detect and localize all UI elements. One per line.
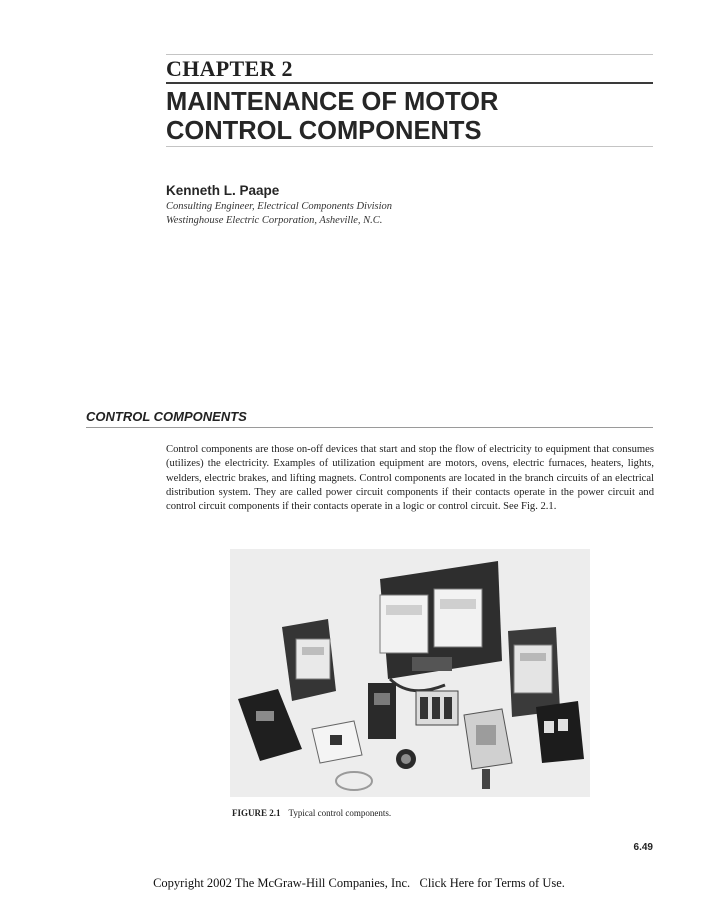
author-affiliation-line2: Westinghouse Electric Corporation, Asheville, N.C. bbox=[166, 215, 383, 226]
author-name: Kenneth L. Paape bbox=[166, 183, 280, 198]
chapter-title-line2: CONTROL COMPONENTS bbox=[166, 117, 482, 145]
chapter-rule bbox=[166, 82, 653, 84]
contactor-right bbox=[508, 627, 560, 717]
contactor-small bbox=[536, 701, 584, 763]
control-relay bbox=[368, 683, 396, 739]
body-paragraph: Control components are those on-off devices that start and stop the flow of electricity to equipment that consumes (utilizes) the electricity. Examples of utilization equipment are motors, ovens, electric furnaces, heaters, lights, welders, electric brakes, and lifting magnets. Control components are located in the branch circuits of an electrical distribution system. They are called power circuit components if their contacts operate in the power circuit and control circuit components if their contacts operate in a logic or control circuit. See Fig. 2.1. bbox=[166, 444, 654, 513]
chapter-title-line1: MAINTENANCE OF MOTOR bbox=[166, 88, 499, 116]
author-affiliation-line1: Consulting Engineer, Electrical Components Division bbox=[166, 201, 393, 212]
section-heading: CONTROL COMPONENTS bbox=[86, 409, 247, 424]
figure-number: FIGURE 2.1 bbox=[232, 808, 281, 818]
pilot-light bbox=[396, 749, 416, 769]
terms-link[interactable]: Click Here for Terms of Use. bbox=[419, 876, 565, 890]
terminal-device bbox=[416, 691, 458, 725]
top-rule bbox=[166, 54, 653, 55]
figure-photo bbox=[230, 549, 590, 797]
control-components-photo bbox=[230, 549, 590, 797]
chapter-title bbox=[166, 88, 666, 146]
footer bbox=[0, 876, 718, 891]
page-number: 6.49 bbox=[633, 842, 653, 853]
chapter-label: CHAPTER 2 bbox=[166, 56, 293, 81]
title-bottom-rule bbox=[166, 146, 653, 147]
copyright-text: Copyright 2002 The McGraw-Hill Companies, Inc. bbox=[153, 876, 411, 890]
figure-caption-text: Typical control components. bbox=[288, 808, 392, 818]
figure-caption bbox=[232, 808, 391, 818]
section-rule bbox=[86, 427, 653, 428]
